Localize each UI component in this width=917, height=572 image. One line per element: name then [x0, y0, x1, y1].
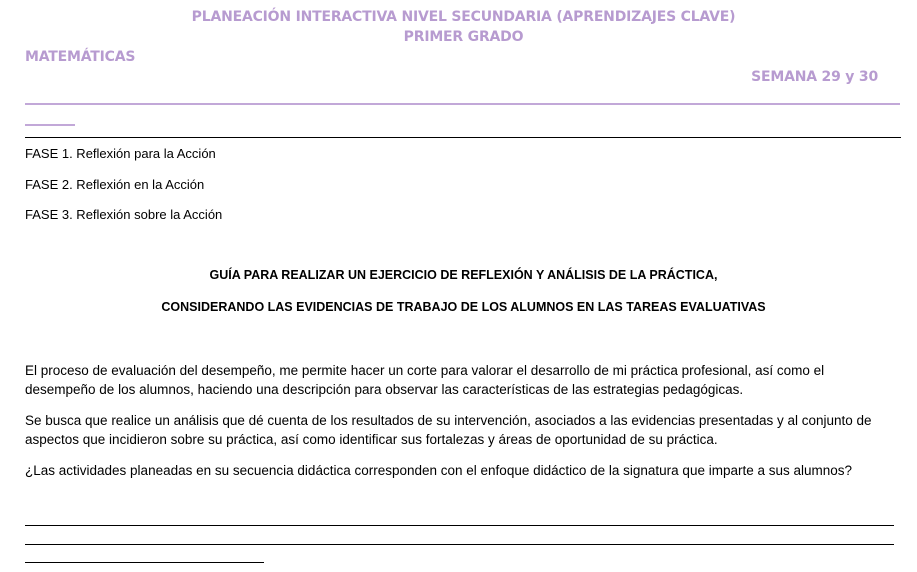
subject-label: MATEMÁTICAS	[25, 49, 136, 65]
question-paragraph: ¿Las actividades planeadas en su secuencia didáctica corresponden con el enfoque didáctico de la signatura que imparte a sus alumnos?	[25, 463, 853, 478]
answer-line	[25, 562, 264, 563]
header-divider	[25, 103, 900, 105]
answer-line	[25, 544, 894, 545]
paragraph: Se busca que realice un análisis que dé cuenta de los resultados de su intervención, asociados a las evidencias presentadas y al conjunto de aspectos que incidieron sobre su práctica, así como identificar sus fortalezas y áreas de oportunidad de su práctica.	[25, 413, 872, 447]
guide-subheading: CONSIDERANDO LAS EVIDENCIAS DE TRABAJO DE LOS ALUMNOS EN LAS TAREAS EVALUATIVAS	[161, 300, 766, 314]
phase-item: FASE 2. Reflexión en la Acción	[25, 177, 205, 192]
header-divider-short	[25, 124, 75, 126]
section-divider	[25, 137, 901, 138]
week-label: SEMANA 29 y 30	[751, 69, 878, 85]
phase-item: FASE 1. Reflexión para la Acción	[25, 146, 216, 161]
guide-heading: GUÍA PARA REALIZAR UN EJERCICIO DE REFLEXIÓN Y ANÁLISIS DE LA PRÁCTICA,	[209, 268, 718, 282]
answer-line	[25, 525, 894, 526]
phase-item: FASE 3. Reflexión sobre la Acción	[25, 207, 223, 222]
grade-title: PRIMER GRADO	[403, 29, 524, 45]
paragraph: El proceso de evaluación del desempeño, me permite hacer un corte para valorar el desarrollo de mi práctica profesional, así como el desempeño de los alumnos, haciendo una descripción para observar las características de las estrategias pedagógicas.	[25, 363, 825, 397]
document-title: PLANEACIÓN INTERACTIVA NIVEL SECUNDARIA (APRENDIZAJES CLAVE)	[191, 9, 736, 25]
